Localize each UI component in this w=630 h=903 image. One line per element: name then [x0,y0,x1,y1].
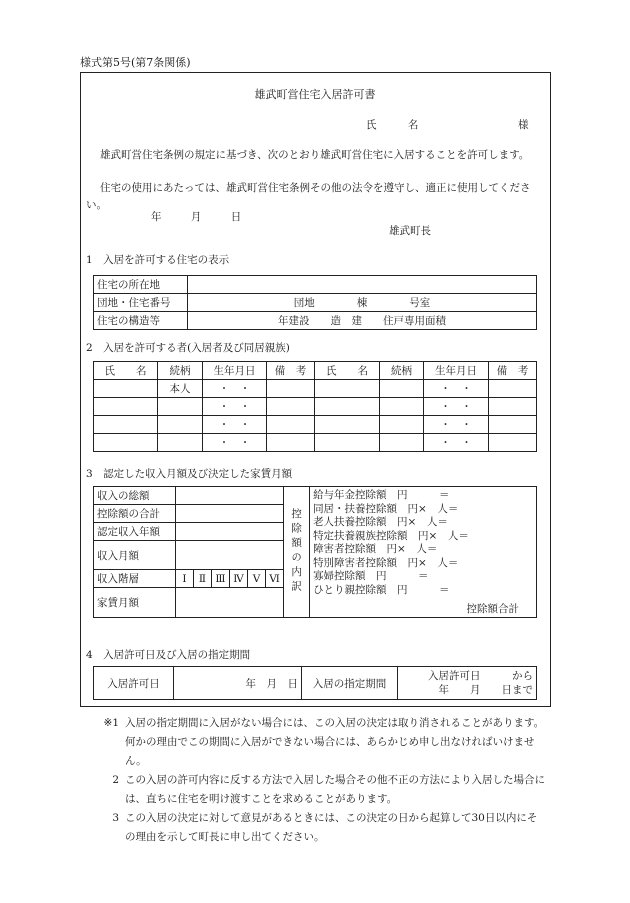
header-relation: 続柄 [380,362,424,380]
permit-date-label: 入居許可日 [94,667,174,700]
row-value [188,276,537,294]
table-row [94,487,537,505]
income-class: Ⅵ [266,570,284,588]
deduction-list [310,487,537,618]
table-row [94,380,537,398]
note-text: この入居の決定に対して意見があるときには、この決定の日から起算して30日以内にその理由を示して町長に申し出てください。 [125,812,538,843]
dob-cell: ・ ・ [203,416,267,434]
period-end: 年 月 日まで [438,684,533,696]
date-month: 月 [190,211,202,223]
issuer-name: 雄武町長 [389,225,431,237]
table-row [94,312,537,330]
note-text: この入居の許可内容に反する方法で入居した場合その他不正の方法により入居した場合には、直ちに住宅を明け渡すことを求めることがあります。 [125,774,545,805]
dob-cell: ・ ・ [424,416,489,434]
header-dob: 生年月日 [203,362,267,380]
certified-income-label: 認定収入年額 [94,523,176,541]
header-remarks: 備 考 [267,362,315,380]
table-row [94,276,537,294]
dob-cell: ・ ・ [424,398,489,416]
deduction-item: 老人扶養控除額 円× 人＝ [313,516,448,528]
note-item [86,809,546,847]
deduction-sum-label: 控除額の合計 [94,505,176,523]
row-value: 団地 棟 号室 [188,294,537,312]
recipient-name-label: 氏 名 [366,119,433,131]
dob-cell: ・ ・ [424,434,489,452]
dob-cell: ・ ・ [203,434,267,452]
deduction-item: 障害者控除額 円× 人＝ [313,543,438,555]
residents-table [93,361,537,452]
permit-period-table [93,666,537,700]
row-value: 年建設 造 建 住戸専用面積 [188,312,537,330]
dob-cell: ・ ・ [203,380,267,398]
deduction-item: 同居・扶養控除額 円× 人＝ [313,502,459,515]
note-mark: 2 [112,774,119,786]
section4-heading: 4 入居許可日及び入居の指定期間 [86,649,251,661]
form-number-label: 様式第5号(第7条関係) [80,56,191,69]
row-label: 団地・住宅番号 [94,294,188,312]
usage-paragraph: 住宅の使用にあたっては、雄武町営住宅条例その他の法令を遵守し、適正に使用してください。 [86,182,531,211]
row-label: 住宅の所在地 [94,276,188,294]
income-class: Ⅲ [212,570,230,588]
income-class: Ⅳ [230,570,248,588]
deduction-item: 特定扶養親族控除額 円× 人＝ [313,529,469,542]
note-mark: ※1 [103,717,119,729]
income-total-label: 収入の総額 [94,487,176,505]
note-item [86,771,546,809]
monthly-income-label: 収入月額 [94,541,176,570]
housing-info-table [93,275,537,330]
designated-period-label: 入居の指定期間 [302,667,398,700]
income-rent-table [93,486,537,618]
deduction-item: 特別障害者控除額 円× 人＝ [313,556,459,569]
income-class: Ⅱ [194,570,212,588]
recipient-honorific: 様 [518,119,529,131]
income-class-label: 収入階層 [94,570,176,588]
dob-cell: ・ ・ [203,398,267,416]
deduction-item: 給与年金控除額 円 ＝ [313,489,450,501]
deduction-total-label: 控除額合計 [466,603,519,615]
header-relation: 続柄 [158,362,203,380]
header-dob: 生年月日 [424,362,489,380]
permit-date-value: 年 月 日 [174,667,302,700]
designated-period-value [398,667,537,700]
monthly-rent-label: 家賃月額 [94,588,176,617]
deduction-item: 寡婦控除額 円 ＝ [313,570,429,582]
section2-heading: 2 入居を許可する者(入居者及び同居親族) [86,342,290,354]
deduction-breakdown-label: 控除額の内訳 [284,487,310,618]
table-row [94,434,537,452]
note-mark: 3 [112,812,119,824]
income-class: Ⅰ [176,570,194,588]
document-title: 雄武町営住宅入居許可書 [254,88,376,101]
note-item [86,714,546,771]
table-row [94,398,537,416]
deduction-item: ひとり親控除額 円 ＝ [313,583,450,596]
table-header-row [94,362,537,380]
note-text: 入居の指定期間に入居がない場合には、この入居の決定は取り消されることがあります。何かの理由でこの期間に入居ができない場合には、あらかじめ申し出なければいけません。 [125,717,545,767]
date-day: 日 [230,211,242,223]
income-class: Ⅴ [248,570,266,588]
table-row [94,667,537,700]
header-name: 氏 名 [94,362,158,380]
section3-heading: 3 認定した収入月額及び決定した家賃月額 [86,468,293,480]
row-label: 住宅の構造等 [94,312,188,330]
table-row [94,416,537,434]
notes-list [86,714,546,847]
permission-paragraph: 雄武町営住宅条例の規定に基づき、次のとおり雄武町営住宅に入居することを許可します。 [100,149,530,161]
issue-date [151,209,267,224]
period-start: 入居許可日 から [428,670,533,682]
header-remarks: 備 考 [489,362,537,380]
header-name: 氏 名 [315,362,380,380]
table-row [94,294,537,312]
section1-heading: 1 入居を許可する住宅の表示 [86,254,230,266]
date-year: 年 [151,211,162,223]
relation-self: 本人 [158,380,203,398]
dob-cell: ・ ・ [424,380,489,398]
